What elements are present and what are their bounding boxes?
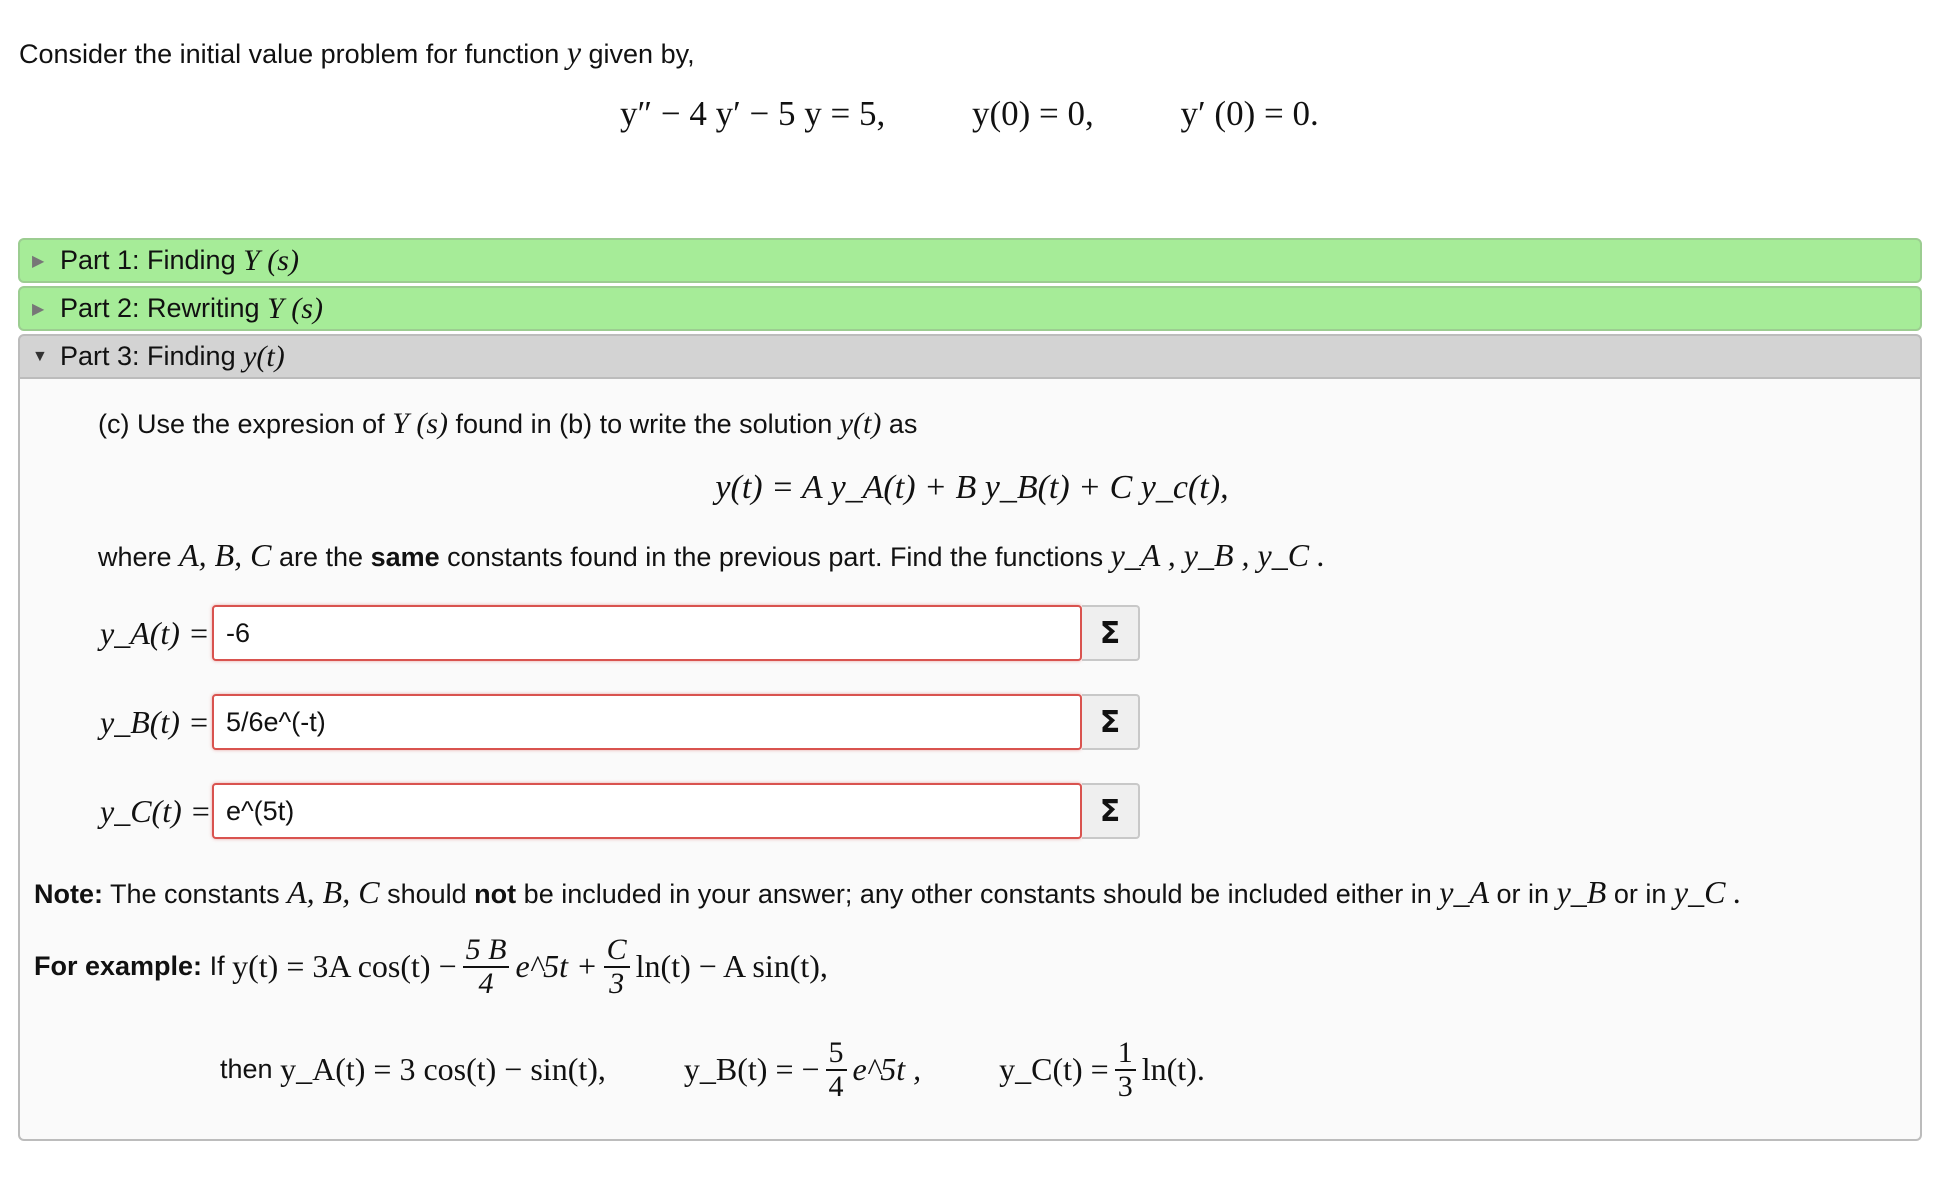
example-frac-2 xyxy=(604,934,630,999)
then-yb-lhs: y_B(t) = − xyxy=(683,1051,820,1087)
yb-input[interactable] xyxy=(212,694,1082,750)
answer-row-yb xyxy=(100,694,1140,750)
then-line xyxy=(220,1037,1205,1102)
then-yb-frac xyxy=(826,1037,847,1102)
where-funcs: y_A , y_B , y_C . xyxy=(1110,537,1326,573)
note-bold: Note: xyxy=(34,879,103,909)
where-post: constants found in the previous part. Find the functions xyxy=(447,542,1104,572)
where-pre: where xyxy=(98,542,172,572)
answer-row-ya xyxy=(100,605,1140,661)
intro-var: y xyxy=(566,34,582,70)
example-line xyxy=(34,934,828,999)
part-1-math: Y (s) xyxy=(243,243,299,277)
then-ya: y_A(t) = 3 cos(t) − sin(t), xyxy=(280,1051,606,1087)
sigma-button-yc[interactable]: Σ xyxy=(1082,783,1140,839)
note-bold2: not xyxy=(474,879,517,909)
solution-form: y(t) = A y_A(t) + B y_B(t) + C y_c(t), xyxy=(715,469,1229,506)
part-1-title: Part 1: Finding xyxy=(60,245,236,275)
ya-input[interactable] xyxy=(212,605,1082,661)
ya-label: y_A(t) = xyxy=(100,614,210,651)
instruction-math2: y(t) xyxy=(839,407,882,440)
note-pre: The constants xyxy=(110,879,280,909)
where-line xyxy=(98,537,1325,574)
part-3-math: y(t) xyxy=(243,339,285,373)
instruction-end: as xyxy=(888,409,918,439)
yb-label: y_B(t) = xyxy=(100,703,210,740)
where-bold: same xyxy=(370,542,440,572)
example-lhs: y(t) = 3A cos(t) − xyxy=(232,948,457,984)
initial-condition-1: y(0) = 0, xyxy=(971,94,1094,133)
note-or2: or in xyxy=(1613,879,1667,909)
frac-2-num: C xyxy=(604,934,630,968)
where-math: A, B, C xyxy=(179,537,272,573)
note-math: A, B, C xyxy=(287,874,380,910)
part-2-math: Y (s) xyxy=(267,291,323,325)
instruction xyxy=(98,407,917,441)
then-yc-lhs: y_C(t) = xyxy=(999,1051,1109,1087)
yc-frac-den: 3 xyxy=(1117,1069,1133,1103)
part-3-header[interactable] xyxy=(18,334,1922,379)
part-2-header[interactable] xyxy=(18,286,1922,331)
note-mid: should xyxy=(387,879,467,909)
then-word: then xyxy=(220,1054,273,1084)
example-frac-1 xyxy=(463,934,510,999)
part-2-title: Part 2: Rewriting xyxy=(60,293,260,323)
example-tail: ln(t) − A sin(t), xyxy=(635,948,828,984)
yb-frac-num: 5 xyxy=(826,1037,847,1071)
instruction-math: Y (s) xyxy=(392,407,448,440)
where-mid: are the xyxy=(279,542,364,572)
example-e5t: e^5t + xyxy=(515,948,598,984)
example-bold: For example: xyxy=(34,951,203,981)
yc-label: y_C(t) = xyxy=(100,792,212,829)
intro-text: Consider the initial value problem for function xyxy=(19,39,560,69)
caret-right-icon: ▶ xyxy=(32,300,45,318)
intro-tail: given by, xyxy=(588,39,695,69)
frac-1-num: 5 B xyxy=(463,934,510,968)
note xyxy=(34,874,1741,911)
sigma-button-yb[interactable]: Σ xyxy=(1082,694,1140,750)
part-3-body xyxy=(18,379,1922,1141)
note-or1: or in xyxy=(1496,879,1550,909)
example-if: If xyxy=(209,951,225,981)
yc-input[interactable] xyxy=(212,783,1082,839)
note-yb: y_B xyxy=(1556,874,1607,910)
problem-intro xyxy=(19,34,695,71)
note-post: be included in your answer; any other constants should be included either in xyxy=(523,879,1432,909)
initial-condition-2: y′ (0) = 0. xyxy=(1180,94,1319,133)
answer-row-yc xyxy=(100,783,1140,839)
caret-down-icon: ▼ xyxy=(32,347,48,365)
frac-2-den: 3 xyxy=(609,966,625,1000)
then-yc-frac xyxy=(1115,1037,1136,1102)
yb-frac-den: 4 xyxy=(828,1069,844,1103)
frac-1-den: 4 xyxy=(478,966,494,1000)
note-yc: y_C . xyxy=(1673,874,1742,910)
ode: y″ − 4 y′ − 5 y = 5, xyxy=(620,94,886,133)
instruction-post: found in (b) to write the solution xyxy=(455,409,833,439)
note-ya: y_A xyxy=(1439,874,1490,910)
part-3-title: Part 3: Finding xyxy=(60,341,236,371)
instruction-pre: (c) Use the expresion of xyxy=(98,409,385,439)
then-yb-tail: e^5t , xyxy=(852,1051,922,1087)
then-yc-tail: ln(t). xyxy=(1141,1051,1205,1087)
yc-frac-num: 1 xyxy=(1115,1037,1136,1071)
caret-right-icon: ▶ xyxy=(32,252,45,270)
parts-accordion xyxy=(18,238,1922,1141)
sigma-button-ya[interactable]: Σ xyxy=(1082,605,1140,661)
part-1-header[interactable] xyxy=(18,238,1922,283)
ivp-equation xyxy=(620,94,1340,134)
